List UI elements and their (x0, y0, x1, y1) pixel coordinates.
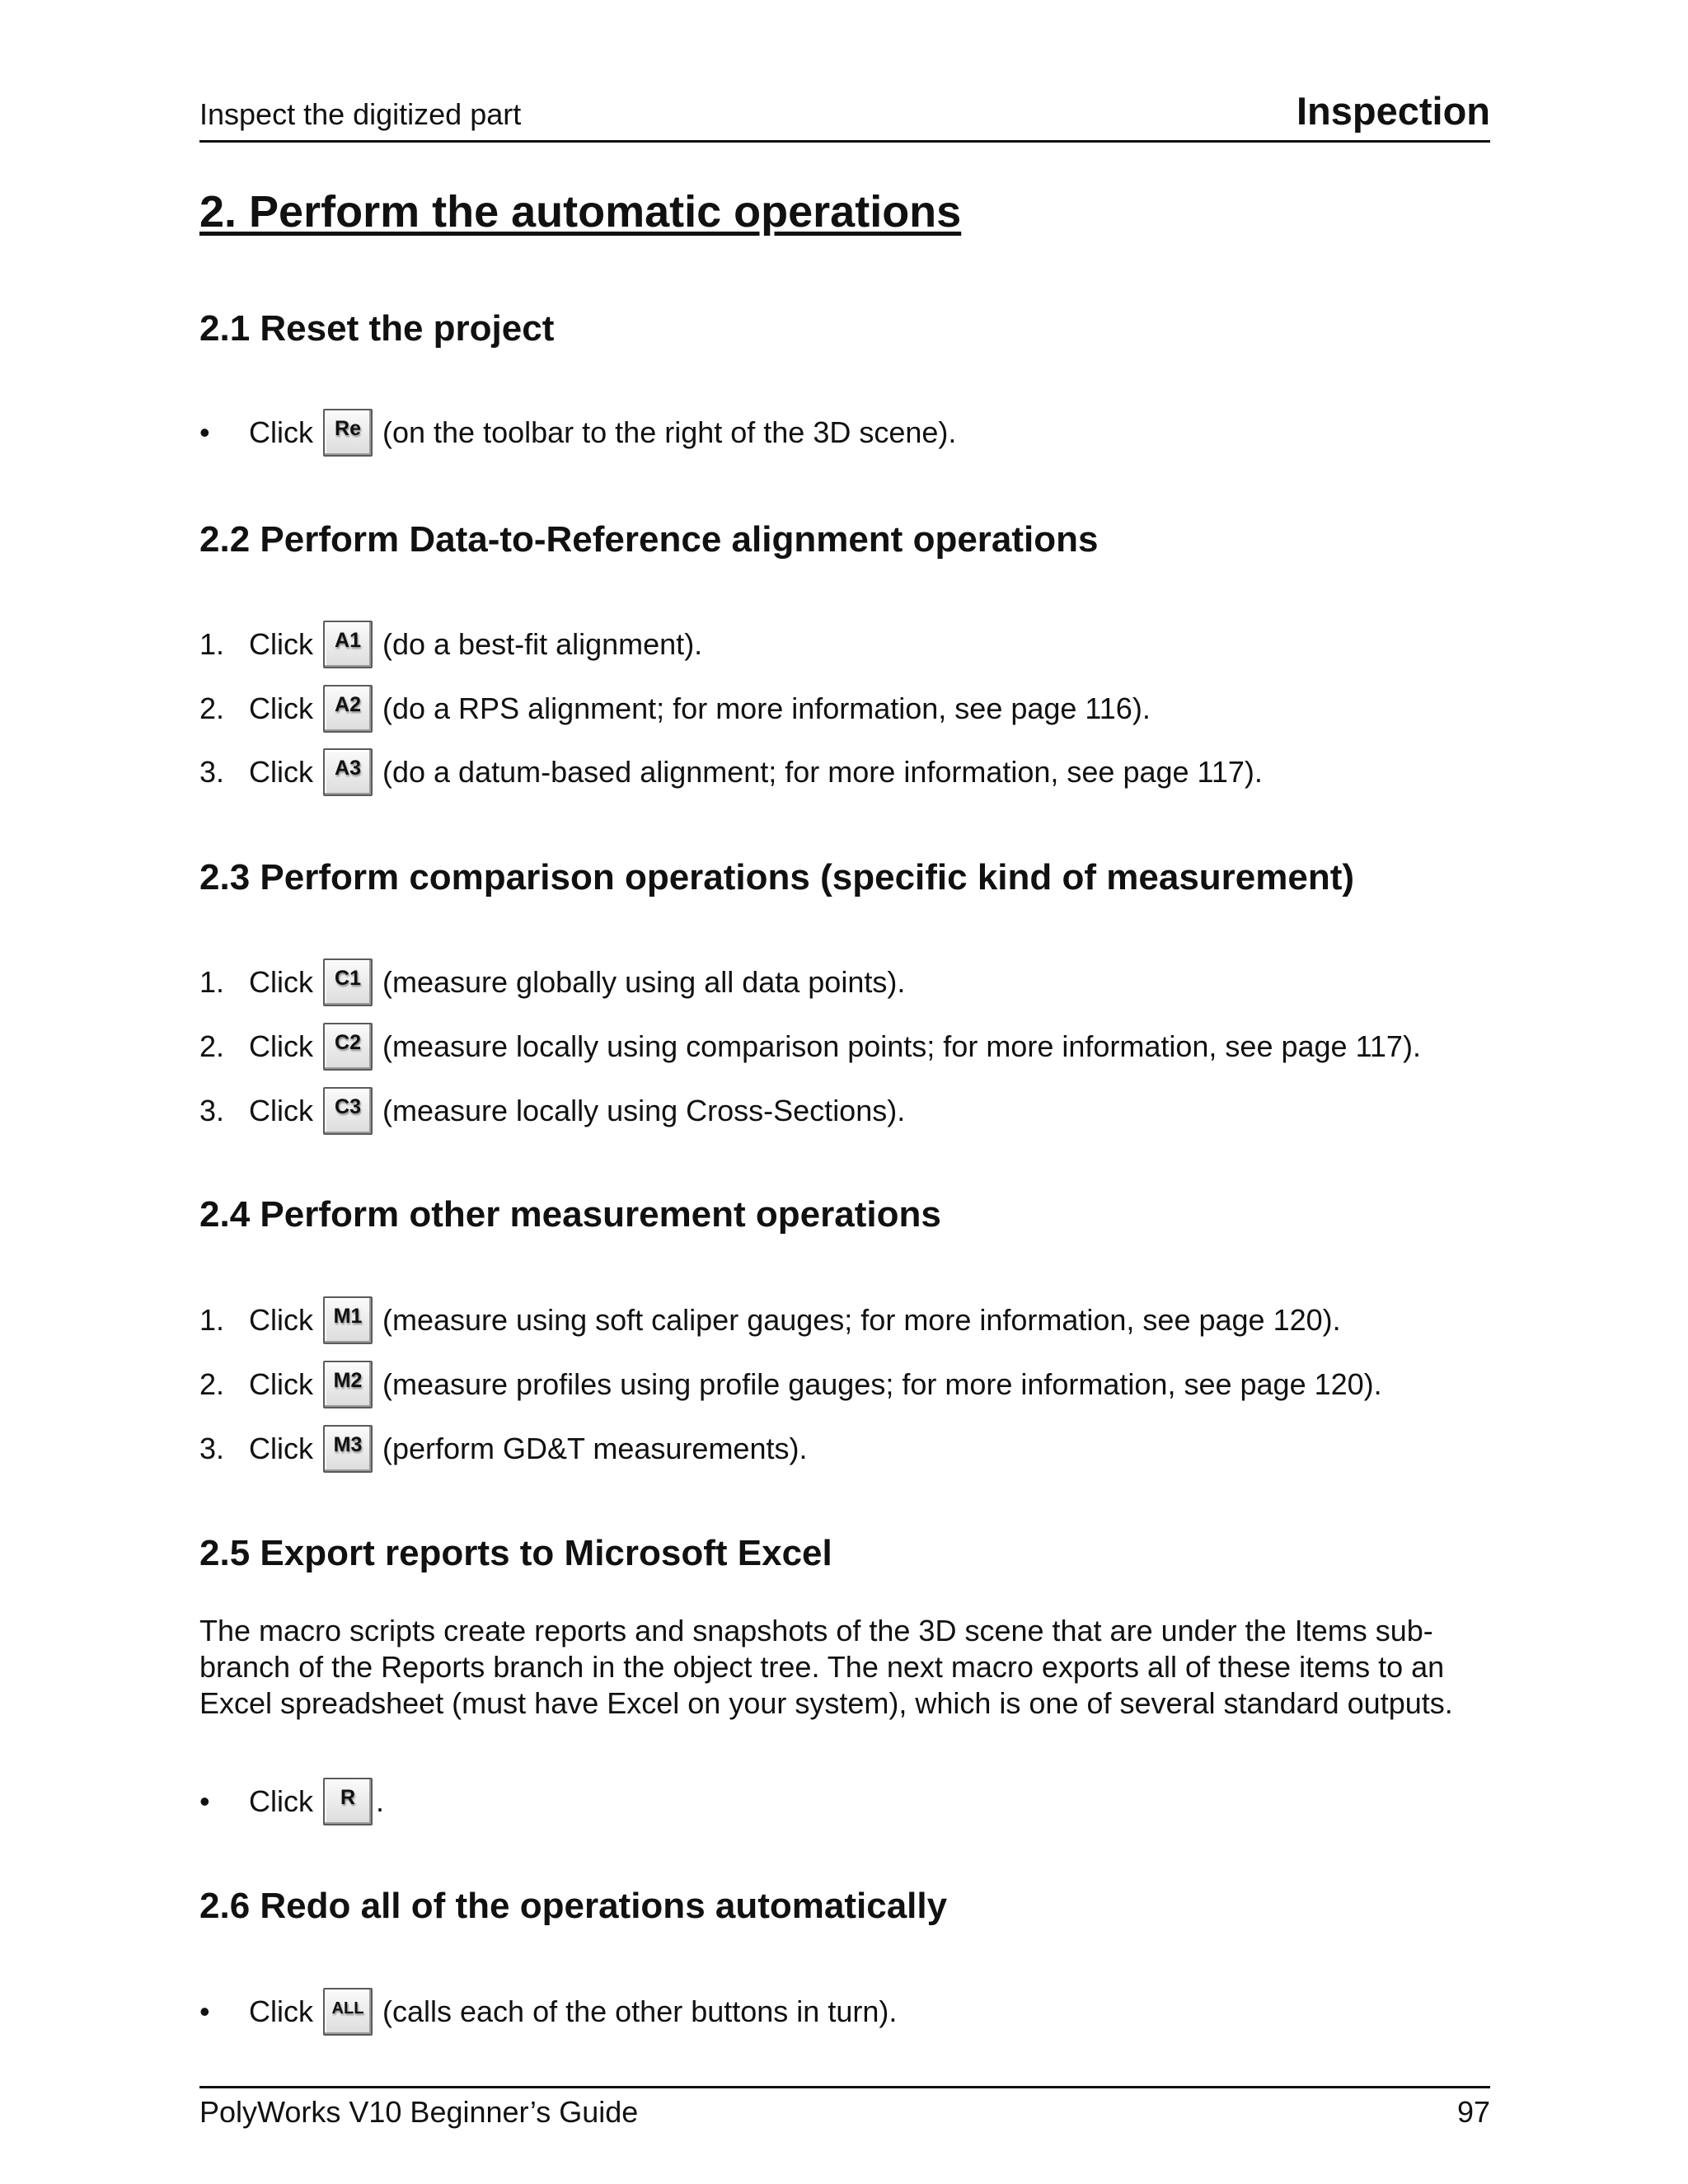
step-description: (measure locally using comparison points; for more information, see page 117). (382, 1029, 1421, 1063)
export-paragraph: The macro scripts create reports and snapshots of the 3D scene that are under the Items sub-branch of the Reports branch in the object tree. The next macro exports all of these items to an Excel spreadsheet (must have Excel on your system), which is one of several standard outputs. (199, 1614, 1453, 1720)
click-label: Click (249, 965, 313, 999)
step-measurement-3 (199, 1422, 807, 1476)
click-label: Click (249, 1784, 313, 1818)
step-description: (measure profiles using profile gauges; for more information, see page 120). (382, 1367, 1382, 1401)
step-number: 2. (199, 1367, 225, 1401)
step-comparison-3 (199, 1084, 905, 1138)
header-chapter-title: Inspection (1296, 89, 1490, 133)
step-comparison-1 (199, 955, 905, 1010)
click-label: Click (249, 1367, 313, 1401)
m3-button[interactable]: M3 (323, 1425, 373, 1473)
step-description: (calls each of the other buttons in turn). (382, 1994, 898, 2028)
step-comparison-2 (199, 1019, 1421, 1074)
step-description: (do a datum-based alignment; for more information, see page 117). (382, 755, 1263, 789)
step-number: 1. (199, 965, 225, 999)
bullet: • (199, 1784, 210, 1818)
bullet: • (199, 415, 210, 449)
section-heading-reset: 2.1 Reset the project (199, 308, 555, 349)
a1-button[interactable]: A1 (323, 621, 373, 668)
step-description: (do a best-fit alignment). (382, 627, 703, 661)
step-description: (measure locally using Cross-Sections). (382, 1094, 906, 1127)
click-label: Click (249, 1432, 313, 1465)
section-heading-alignment: 2.2 Perform Data-to-Reference alignment operations (199, 519, 1099, 560)
page-header (199, 86, 1490, 143)
step-redo (199, 1985, 897, 2039)
page-footer (199, 2086, 1490, 2129)
click-label: Click (249, 627, 313, 661)
step-export (199, 1774, 384, 1829)
step-description: (on the toolbar to the right of the 3D scene). (382, 415, 957, 449)
click-label: Click (249, 691, 313, 725)
click-label: Click (249, 755, 313, 789)
click-label: Click (249, 1303, 313, 1337)
step-number: 2. (199, 691, 225, 725)
click-label: Click (249, 1994, 313, 2028)
step-number: 3. (199, 1432, 225, 1465)
step-alignment-1 (199, 617, 702, 672)
section-heading-redo: 2.6 Redo all of the operations automatically (199, 1886, 948, 1926)
step-number: 1. (199, 627, 225, 661)
m1-button[interactable]: M1 (323, 1296, 373, 1344)
step-description: (perform GD&T measurements). (382, 1432, 808, 1465)
click-label: Click (249, 415, 313, 449)
step-description: . (376, 1784, 385, 1818)
reset-button[interactable]: Re (323, 409, 373, 457)
step-number: 3. (199, 1094, 225, 1127)
step-description: (measure using soft caliper gauges; for more information, see page 120). (382, 1303, 1341, 1337)
run-all-button[interactable]: ALL (323, 1988, 373, 2036)
report-export-button[interactable]: R (323, 1778, 373, 1825)
step-number: 1. (199, 1303, 225, 1337)
step-description: (do a RPS alignment; for more information, see page 116). (382, 691, 1151, 725)
step-description: (measure globally using all data points). (382, 965, 906, 999)
page-title: 2. Perform the automatic operations (199, 187, 962, 237)
click-label: Click (249, 1094, 313, 1127)
a2-button[interactable]: A2 (323, 685, 373, 733)
section-heading-comparison: 2.3 Perform comparison operations (specific kind of measurement) (199, 857, 1355, 898)
step-measurement-1 (199, 1293, 1341, 1347)
a3-button[interactable]: A3 (323, 748, 373, 796)
step-measurement-2 (199, 1357, 1382, 1412)
m2-button[interactable]: M2 (323, 1361, 373, 1408)
section-heading-export: 2.5 Export reports to Microsoft Excel (199, 1533, 832, 1573)
c2-button[interactable]: C2 (323, 1023, 373, 1071)
c3-button[interactable]: C3 (323, 1087, 373, 1135)
header-section-title: Inspect the digitized part (199, 97, 522, 131)
footer-guide-title: PolyWorks V10 Beginner’s Guide (199, 2095, 639, 2129)
c1-button[interactable]: C1 (323, 958, 373, 1006)
step-alignment-3 (199, 745, 1263, 799)
step-number: 2. (199, 1029, 225, 1063)
section-heading-measurement: 2.4 Perform other measurement operations (199, 1194, 941, 1235)
page-number: 97 (1456, 2095, 1490, 2129)
click-label: Click (249, 1029, 313, 1063)
step-number: 3. (199, 755, 225, 789)
step-reset (199, 405, 956, 460)
step-alignment-2 (199, 682, 1151, 736)
bullet: • (199, 1994, 210, 2028)
